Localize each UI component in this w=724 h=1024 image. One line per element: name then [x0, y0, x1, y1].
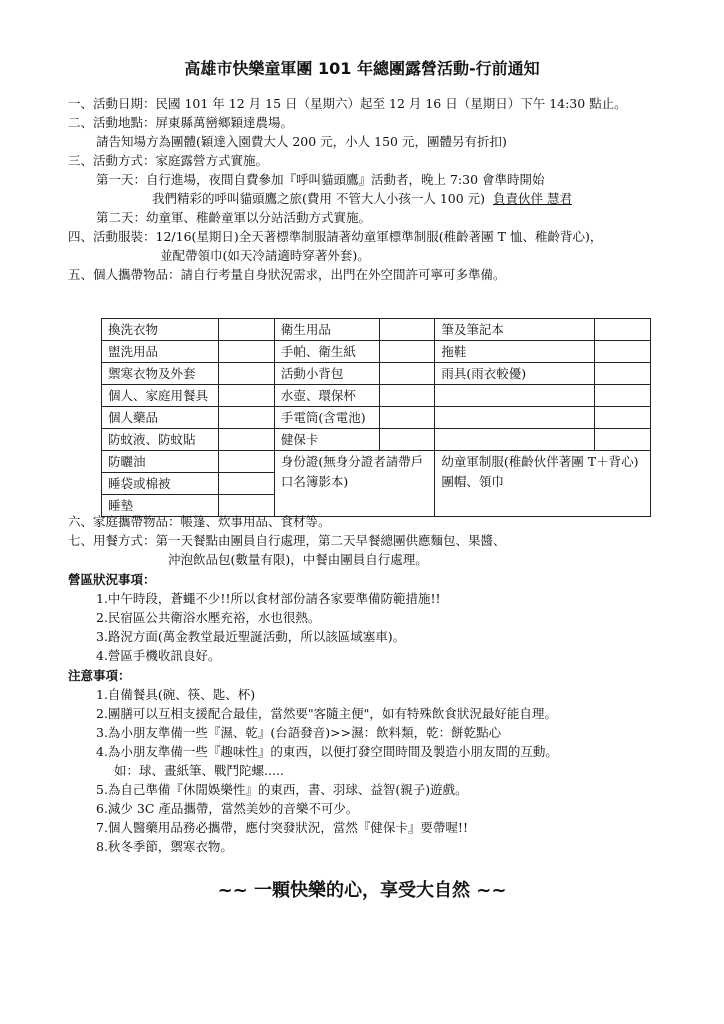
- table-cell: [435, 407, 595, 429]
- table-cell: [435, 385, 595, 407]
- meals-note: 沖泡飲品包(數量有限)，中餐由團員自行處理。: [168, 552, 428, 567]
- table-cell: [379, 319, 435, 341]
- table-cell: 手電筒(含電池): [274, 407, 379, 429]
- table-cell: 睡墊: [102, 495, 219, 517]
- table-cell: [218, 473, 274, 495]
- table-cell: 活動小背包: [274, 363, 379, 385]
- owl-tour-contact: 負責伙伴 慧君: [493, 191, 572, 206]
- table-cell: [379, 407, 435, 429]
- table-row: [102, 363, 651, 385]
- table-cell: 睡袋或棉被: [102, 473, 219, 495]
- table-cell: 個人藥品: [102, 407, 219, 429]
- table-cell: 雨具(雨衣較優): [435, 363, 595, 385]
- table-cell: 衛生用品: [274, 319, 379, 341]
- table-cell: [218, 319, 274, 341]
- owl-tour-text: 我們精彩的呼叫貓頭鷹之旅(費用 不管大人小孩一人 100 元): [152, 191, 486, 206]
- footer-slogan: ~~ 一顆快樂的心，享受大自然 ~~: [217, 880, 507, 901]
- table-cell: [379, 385, 435, 407]
- table-cell: [218, 385, 274, 407]
- table-cell: [379, 363, 435, 385]
- table-row: [102, 385, 651, 407]
- table-cell: [379, 429, 435, 451]
- section-method: 三、活動方式：家庭露營方式實施。: [68, 153, 269, 168]
- table-cell: [435, 429, 595, 451]
- table-cell-uniform: 幼童軍制服(稚齡伙伴著團 T＋背心)團帽、領巾: [435, 451, 651, 517]
- table-cell: [595, 385, 651, 407]
- table-row: [102, 429, 651, 451]
- notes-heading: 注意事項：: [68, 668, 131, 683]
- note-item: 2.團膳可以互相支援配合最佳，當然要"客隨主便"，如有特殊飲食狀況最好能自理。: [96, 706, 557, 721]
- table-row: [102, 319, 651, 341]
- table-cell-id-card: 身份證(無身分證者請帶戶口名簿影本): [274, 451, 435, 517]
- table-cell: [218, 363, 274, 385]
- section-location: 二、活動地點：屏東縣萬巒鄉穎達農場。: [68, 115, 294, 130]
- note-item: 3.為小朋友準備一些『濕、乾』(台語發音)>>濕：飲料類，乾：餅乾點心: [96, 725, 502, 740]
- note-item: 8.秋冬季節，禦寒衣物。: [96, 839, 233, 854]
- table-cell: [595, 407, 651, 429]
- campsite-heading: 營區狀況事項：: [68, 572, 156, 587]
- section-uniform: 四、活動服裝：12/16(星期日)全天著標準制服請著幼童軍標準制服(稚齡著團 T 恤、稚齡背心)，: [68, 229, 603, 244]
- table-cell: 防曬油: [102, 451, 219, 473]
- page-title: 高雄市快樂童軍團 101 年總團露營活動-行前通知: [184, 59, 540, 78]
- note-item: 1.自備餐具(碗、筷、匙、杯): [96, 687, 256, 702]
- method-day2: 第二天：幼童軍、稚齡童軍以分站活動方式實施。: [96, 210, 372, 225]
- table-cell: [218, 429, 274, 451]
- uniform-note: 並配帶領巾(如天冷請適時穿著外套)。: [160, 248, 370, 263]
- table-cell: 水壺、環保杯: [274, 385, 379, 407]
- note-item: 5.為自己準備『休閒娛樂性』的東西，書、羽球、益智(親子)遊戲。: [96, 782, 468, 797]
- table-cell: 健保卡: [274, 429, 379, 451]
- section-meals: 七、用餐方式：第一天餐點由團員自行處理，第二天早餐總團供應麵包、果醬、: [68, 533, 506, 548]
- table-cell: 筆及筆記本: [435, 319, 595, 341]
- table-cell: [218, 407, 274, 429]
- table-cell: [379, 341, 435, 363]
- method-day1-owl: [152, 190, 572, 208]
- method-day1: 第一天：自行進場，夜間自費參加『呼叫貓頭鷹』活動者，晚上 7:30 會準時開始: [96, 172, 545, 187]
- table-cell: [595, 429, 651, 451]
- table-row: [102, 341, 651, 363]
- table-cell: [595, 363, 651, 385]
- campsite-item: 4.營區手機收訊良好。: [96, 648, 221, 663]
- campsite-item: 1.中午時段，蒼蠅不少!!所以食材部份請各家要準備防範措施!!: [96, 591, 441, 606]
- note-item-example: 如：球、畫紙筆、戰鬥陀螺.....: [114, 763, 284, 778]
- campsite-item: 3.路況方面(萬金教堂最近聖誕活動，所以該區域塞車)。: [96, 629, 406, 644]
- section-date: 一、活動日期：民國 101 年 12 月 15 日（星期六）起至 12 月 16 日（星期日）下午 14:30 點止。: [68, 96, 627, 111]
- campsite-item: 2.民宿區公共衛浴水壓充裕，水也很熱。: [96, 610, 321, 625]
- table-cell: [595, 319, 651, 341]
- table-cell: 盥洗用品: [102, 341, 219, 363]
- table-row: [102, 407, 651, 429]
- location-note: 請告知場方為團體(穎達入園費大人 200 元，小人 150 元，團體另有折扣): [96, 134, 507, 149]
- table-cell: [218, 451, 274, 473]
- section-family-items: 六、家庭攜帶物品：帳篷、炊事用品、食材等。: [68, 514, 331, 529]
- table-cell: 拖鞋: [435, 341, 595, 363]
- table-cell: 換洗衣物: [102, 319, 219, 341]
- section-personal-items: 五、個人攜帶物品：請自行考量自身狀況需求，出門在外空間許可寧可多準備。: [68, 267, 506, 282]
- table-cell: 個人、家庭用餐具: [102, 385, 219, 407]
- table-cell: [595, 341, 651, 363]
- table-cell: 防蚊液、防蚊貼: [102, 429, 219, 451]
- note-item: 4.為小朋友準備一些『趣味性』的東西，以便打發空間時間及製造小朋友間的互動。: [96, 744, 558, 759]
- table-row: [102, 451, 651, 473]
- table-cell: 禦寒衣物及外套: [102, 363, 219, 385]
- note-item: 6.減少 3C 產品攜帶，當然美妙的音樂不可少。: [96, 801, 359, 816]
- table-cell: 手帕、衛生紙: [274, 341, 379, 363]
- packing-table: [101, 318, 651, 517]
- note-item: 7.個人醫藥用品務必攜帶，應付突發狀況，當然『健保卡』要帶喔!!: [96, 820, 468, 835]
- table-cell: [218, 341, 274, 363]
